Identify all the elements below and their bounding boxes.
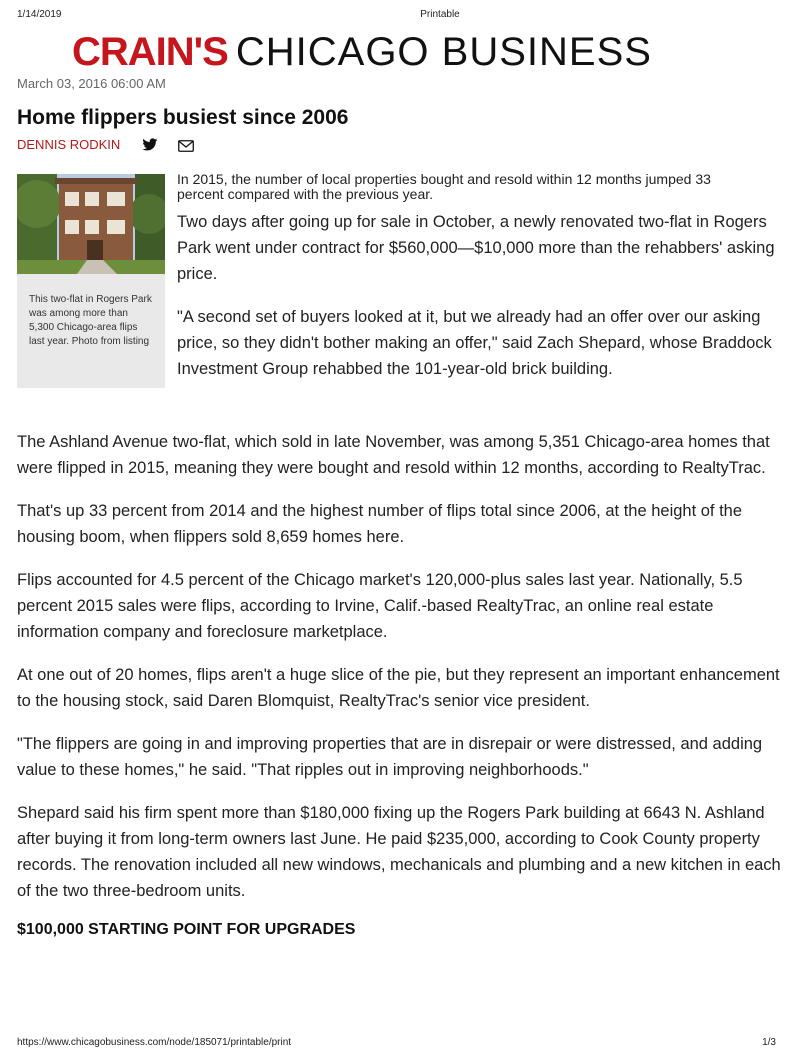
paragraph: "A second set of buyers looked at it, but we already had an offer over our asking price, so they didn't bother making an offer," said Zach Shepard, whose Braddock Investment Group rehabbed the 101-year-old brick building. [177,308,772,378]
paragraph: The Ashland Avenue two-flat, which sold in late November, was among 5,351 Chicago-area homes that were flipped in 2015, meaning they were bought and resold within 12 months, according to RealtyTrac. [17,433,770,477]
photo-caption: This two-flat in Rogers Park was among more than 5,300 Chicago-area flips last year. Photo from listing [29,294,152,347]
author-link[interactable]: DENNIS RODKIN [17,137,121,152]
article-body-top [177,209,777,399]
footer-url: https://www.chicagobusiness.com/node/185071/printable/print [17,1037,292,1048]
article-photo[interactable] [17,174,165,274]
article-dek: In 2015, the number of local properties bought and resold within 12 months jumped 33 percent compared with the previous year. [177,171,711,202]
section-subhead: $100,000 STARTING POINT FOR UPGRADES [17,921,356,938]
twitter-icon[interactable] [142,138,158,152]
mail-icon[interactable] [178,139,194,151]
brand-chicago-business: CHICAGO BUSINESS [235,30,652,74]
paragraph: "The flippers are going in and improving properties that are in disrepair or were distressed, and adding value to these homes," he said. "That ripples out in improving neighborhoods." [17,735,763,779]
brand-crains: CRAIN'S [72,30,228,74]
paragraph: Shepard said his firm spent more than $180,000 fixing up the Rogers Park building at 6643 N. Ashland after buying it from long-term owners last June. He paid $235,000, according to Cook County property records. The renovation included all new windows, mechanicals and plumbing and a new kitchen in each of the two three-bedroom units. [17,804,781,900]
footer-page-number: 1/3 [762,1037,776,1048]
article-figure [17,174,165,388]
print-label: Printable [420,9,460,20]
article-headline: Home flippers busiest since 2006 [17,106,349,129]
article-dateline: March 03, 2016 06:00 AM [17,76,166,91]
masthead-logo[interactable] [72,30,652,75]
byline [17,137,194,152]
paragraph: Flips accounted for 4.5 percent of the Chicago market's 120,000-plus sales last year. Nationally, 5.5 percent 2015 sales were flips, according to Irvine, Calif.-based RealtyTrac, an online real estate information company and foreclosure marketplace. [17,571,743,641]
paragraph: Two days after going up for sale in October, a newly renovated two-flat in Rogers Park went under contract for $560,000—$10,000 more than the rehabbers' asking price. [177,213,775,283]
article-body [17,429,787,939]
paragraph: That's up 33 percent from 2014 and the highest number of flips total since 2006, at the height of the housing boom, when flippers sold 8,659 homes here. [17,502,743,546]
print-date: 1/14/2019 [17,9,62,20]
paragraph: At one out of 20 homes, flips aren't a huge slice of the pie, but they represent an important enhancement to the housing stock, said Daren Blomquist, RealtyTrac's senior vice president. [17,666,780,710]
